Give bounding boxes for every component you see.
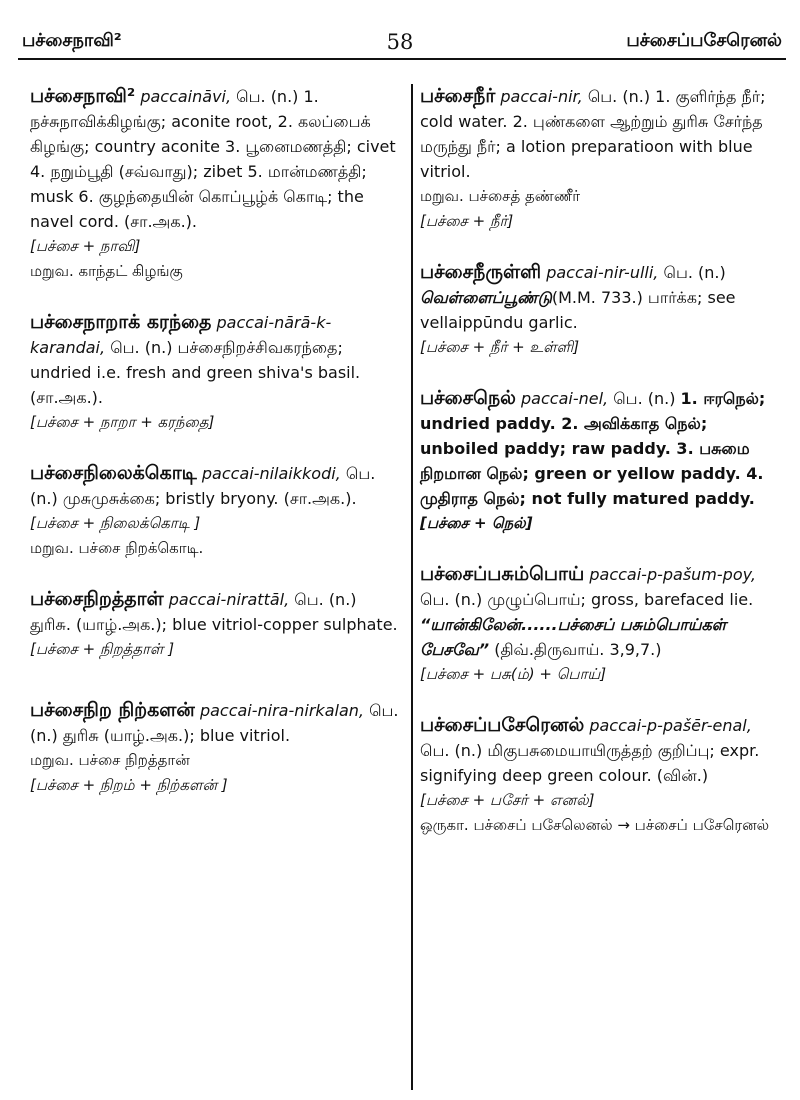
definition: முசுமுசுக்கை; bristly bryony. (சா.அக.). <box>62 489 357 508</box>
transliteration: paccai-p-pašēr-enal, <box>589 716 752 735</box>
etymology: [பச்சை + நிறம் + நிற்களன் ] <box>30 776 228 794</box>
dictionary-entry <box>30 461 402 561</box>
dictionary-entry <box>420 562 782 687</box>
part-of-speech: பெ. (n.) <box>236 87 299 106</box>
transliteration: paccai-p-pašum-poy, <box>589 565 756 584</box>
definition: மிகுபசுமையாயிருத்தற் குறிப்பு; expr. signifying deep green colour. (வின்.) <box>420 741 760 785</box>
column-divider <box>411 84 413 1090</box>
headword: பச்சைநாவி² <box>30 85 136 107</box>
part-of-speech: பெ. (n.) <box>420 741 483 760</box>
etymology: [பச்சை + பசேர் + எனல்] <box>420 791 595 809</box>
headword: பச்சைநிற நிற்களன் <box>30 699 195 721</box>
transliteration: paccai-nirattāl, <box>168 590 290 609</box>
dictionary-entry <box>30 587 402 662</box>
synonym: மறுவ. பச்சை நிறக்கொடி. <box>30 539 204 557</box>
running-head-right: பச்சைப்பசேரெனல் <box>626 30 782 51</box>
definition: (M.M. 733.) பார்க்க; see vellaippūndu garlic. <box>420 288 736 332</box>
etymology: [பச்சை + நிலைக்கொடி ] <box>30 514 201 532</box>
synonym: மறுவ. காந்தட் கிழங்கு <box>30 262 183 280</box>
left-column <box>30 84 402 798</box>
etymology: [பச்சை + நாவி] <box>30 237 141 255</box>
right-column <box>420 84 782 838</box>
part-of-speech: பெ. (n.) <box>294 590 357 609</box>
synonym: மறுவ. பச்சை நிறத்தான் <box>30 751 190 769</box>
transliteration: paccai-nir, <box>500 87 583 106</box>
dictionary-entry <box>30 310 402 435</box>
headword: பச்சைநிறத்தாள் <box>30 588 164 610</box>
transliteration: paccai-nārā-k-karandai, <box>30 313 332 357</box>
headword: பச்சைப்பசும்பொய் <box>420 563 585 585</box>
part-of-speech: பெ. (n.) <box>420 590 483 609</box>
quotation: “யான்கிலேன்......பச்சைப் பசும்பொய்கள் பேசவே” <box>420 615 727 659</box>
page-number: 58 <box>386 30 414 54</box>
etymology: [பச்சை + நீர்] <box>420 212 514 230</box>
dictionary-entry <box>420 260 782 360</box>
cross-reference: வெள்ளைப்பூண்டு <box>420 288 552 307</box>
transliteration: paccai-nir-ulli, <box>546 263 659 282</box>
etymology: [பச்சை + நாறா + கரந்தை] <box>30 413 215 431</box>
etymology: [பச்சை + பசு(ம்) + பொய்] <box>420 665 607 683</box>
synonym: ஒருகா. பச்சைப் பசேலெனல் → பச்சைப் பசேரெனல் <box>420 816 770 834</box>
page-header <box>0 0 800 58</box>
part-of-speech: பெ. (n.) <box>613 389 676 408</box>
headword: பச்சைப்பசேரெனல் <box>420 714 585 736</box>
etymology: [பச்சை + நெல்] <box>420 514 533 532</box>
definition: 1. நச்சுநாவிக்கிழங்கு; aconite root, 2. கலப்பைக் கிழங்கு; country aconite 3. பூனைமணத்தி; civet 4. நறும்பூதி (சவ்வாது); zibet 5. மான்மணத்தி; musk 6. குழந்தையின் கொப்பூழ்க் கொடி; the navel cord. (சா.அக.). <box>30 87 396 231</box>
definition: துரிசு. (யாழ்.அக.); blue vitriol-copper sulphate. <box>30 615 398 634</box>
headword: பச்சைநாறாக் கரந்தை <box>30 311 212 333</box>
definition: துரிசு (யாழ்.அக.); blue vitriol. <box>62 726 291 745</box>
running-head-left: பச்சைநாவி² <box>22 30 122 51</box>
etymology: [பச்சை + நீர் + உள்ளி] <box>420 338 580 356</box>
dictionary-entry <box>30 84 402 284</box>
headword: பச்சைநீருள்ளி <box>420 261 542 283</box>
definition: பச்சைநிறச்சிவகரந்தை; undried i.e. fresh and green shiva's basil. (சா.அக.). <box>30 338 361 407</box>
etymology: [பச்சை + நிறத்தாள் ] <box>30 640 175 658</box>
transliteration: paccai-nilaikkodi, <box>201 464 341 483</box>
transliteration: paccai-nel, <box>521 389 609 408</box>
quotation-source: (திவ்.திருவாய். 3,9,7.) <box>494 640 662 659</box>
dictionary-entry <box>30 698 402 798</box>
part-of-speech: பெ. (n.) <box>30 701 399 745</box>
synonym: மறுவ. பச்சைத் தண்ணீர் <box>420 187 581 205</box>
transliteration: paccaināvi, <box>140 87 232 106</box>
dictionary-entry <box>420 713 782 838</box>
definition: முழுப்பொய்; gross, barefaced lie. <box>487 590 754 609</box>
dictionary-entry <box>420 386 782 536</box>
transliteration: paccai-nira-nirkalan, <box>199 701 364 720</box>
header-rule <box>18 58 786 60</box>
part-of-speech: பெ. (n.) <box>30 464 376 508</box>
dictionary-entry <box>420 84 782 234</box>
part-of-speech: பெ. (n.) <box>110 338 173 357</box>
headword: பச்சைநெல் <box>420 387 516 409</box>
headword: பச்சைநீர் <box>420 85 496 107</box>
headword: பச்சைநிலைக்கொடி <box>30 462 197 484</box>
definition: 1. குளிர்ந்த நீர்; cold water. 2. புண்களை ஆற்றும் துரிசு சேர்ந்த மருந்து நீர்; a lotion preparatioon with blue vitriol. <box>420 87 766 181</box>
part-of-speech: பெ. (n.) <box>587 87 651 106</box>
definition: 1. ஈரநெல்; undried paddy. 2. அவிக்காத நெல்; unboiled paddy; raw paddy. 3. பசுமை நிறமான நெல்; green or yellow paddy. 4. முதிராத நெல்; not fully matured paddy. <box>420 389 766 508</box>
part-of-speech: பெ. (n.) <box>663 263 726 282</box>
